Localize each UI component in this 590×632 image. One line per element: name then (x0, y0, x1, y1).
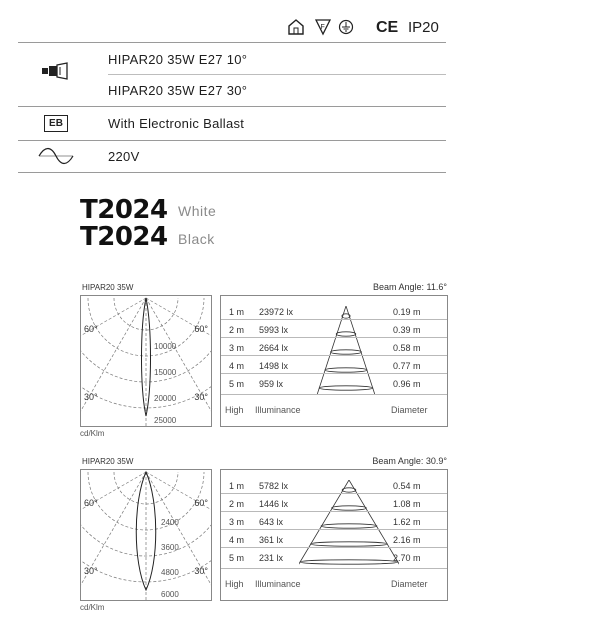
illuminance-cell: 1446 lx (259, 499, 289, 509)
certification-icons (286, 18, 382, 36)
polar-angle-label: 30° (194, 566, 208, 576)
cone-ellipse (321, 524, 377, 528)
distance-cell: 3 m (229, 343, 245, 353)
divider (18, 106, 446, 107)
cone-ellipse (331, 350, 362, 354)
diameter-cell: 0.19 m (393, 307, 421, 317)
row-divider (221, 529, 447, 530)
beam-angle-label: Beam Angle: 11.6° (373, 282, 447, 292)
row-divider (221, 394, 447, 395)
diameter-cell: 1.08 m (393, 499, 421, 509)
cone-ellipse (336, 332, 356, 336)
illuminance-cell: 1498 lx (259, 361, 289, 371)
diameter-cell: 0.58 m (393, 343, 421, 353)
lamp-spec-10deg: HIPAR20 35W E27 10° (108, 52, 248, 67)
distance-cell: 4 m (229, 535, 245, 545)
cone-ellipse (342, 488, 356, 492)
cone-ellipse (300, 560, 398, 564)
polar-ring-label: 10000 (154, 342, 177, 351)
photometric-lamp-label: HIPAR20 35W (82, 283, 134, 292)
distance-cell: 5 m (229, 553, 245, 563)
distance-cell: 1 m (229, 481, 245, 491)
divider (18, 42, 446, 43)
illuminance-table (220, 469, 448, 601)
unit-label: cd/Klm (80, 429, 105, 438)
illuminance-table (220, 295, 448, 427)
illuminance-cell: 5993 lx (259, 325, 289, 335)
product-color: Black (178, 231, 215, 247)
polar-ring-label: 4800 (161, 568, 179, 577)
ballast-spec: With Electronic Ballast (108, 116, 245, 131)
polar-ring-label: 20000 (154, 394, 177, 403)
distance-cell: 4 m (229, 361, 245, 371)
eb-badge: EB (44, 115, 68, 132)
polar-angle-label: 60° (194, 324, 208, 334)
divider (18, 140, 446, 141)
diameter-cell: 2.16 m (393, 535, 421, 545)
illuminance-cell: 959 lx (259, 379, 284, 389)
beam-angle-label: Beam Angle: 30.9° (372, 456, 447, 466)
lamp-icon (40, 62, 72, 80)
illuminance-cell: 23972 lx (259, 307, 294, 317)
ce-mark: CE (376, 19, 399, 36)
distance-cell: 1 m (229, 307, 245, 317)
polar-diagram (80, 295, 212, 427)
product-color: White (178, 203, 217, 219)
diameter-header: Diameter (391, 405, 428, 415)
svg-text:F: F (320, 24, 325, 31)
row-divider (221, 547, 447, 548)
diameter-cell: 0.96 m (393, 379, 421, 389)
distance-cell: 5 m (229, 379, 245, 389)
row-divider (221, 373, 447, 374)
diameter-header: Diameter (391, 579, 428, 589)
row-divider (221, 568, 447, 569)
polar-ring-label: 3600 (161, 543, 179, 552)
photometric-lamp-label: HIPAR20 35W (82, 457, 134, 466)
polar-angle-label: 30° (194, 392, 208, 402)
illuminance-cell: 643 lx (259, 517, 284, 527)
illuminance-cell: 5782 lx (259, 481, 289, 491)
divider (18, 172, 446, 173)
polar-ring-label: 6000 (161, 590, 179, 599)
house-icon (289, 20, 303, 34)
diameter-cell: 0.54 m (393, 481, 421, 491)
diameter-cell: 1.62 m (393, 517, 421, 527)
illuminance-header: Illuminance (255, 579, 301, 589)
diameter-cell: 0.77 m (393, 361, 421, 371)
divider (108, 74, 446, 75)
polar-ring (88, 472, 204, 530)
unit-label: cd/Klm (80, 603, 105, 612)
row-divider (221, 337, 447, 338)
illuminance-header: Illuminance (255, 405, 301, 415)
row-divider (221, 511, 447, 512)
cone-ellipse (319, 386, 373, 390)
cone-ellipse (311, 542, 388, 546)
illuminance-cell: 231 lx (259, 553, 284, 563)
diameter-cell: 2.70 m (393, 553, 421, 563)
polar-ring-label: 2400 (161, 518, 179, 527)
distance-cell: 3 m (229, 517, 245, 527)
cone-ellipse (332, 506, 367, 510)
illuminance-cell: 2664 lx (259, 343, 289, 353)
polar-angle-label: 60° (84, 324, 98, 334)
polar-grid (81, 296, 211, 426)
voltage-spec: 220V (108, 149, 140, 164)
polar-ring-label: 15000 (154, 368, 177, 377)
polar-angle-label: 30° (84, 566, 98, 576)
polar-angle-label: 30° (84, 392, 98, 402)
high-header: High (225, 579, 244, 589)
row-divider (221, 493, 447, 494)
polar-angle-label: 60° (84, 498, 98, 508)
cone-ellipse (325, 368, 367, 372)
diameter-cell: 0.39 m (393, 325, 421, 335)
distance-cell: 2 m (229, 325, 245, 335)
polar-ring-label: 25000 (154, 416, 177, 425)
polar-ring (88, 298, 204, 356)
f-mark-icon (316, 20, 330, 34)
lamp-spec-30deg: HIPAR20 35W E27 30° (108, 83, 248, 98)
row-divider (221, 319, 447, 320)
row-divider (221, 355, 447, 356)
polar-diagram (80, 469, 212, 601)
product-code: T2024 (80, 195, 168, 225)
ground-icon (340, 21, 353, 34)
polar-grid (81, 470, 211, 600)
high-header: High (225, 405, 244, 415)
ac-wave-icon (36, 146, 76, 166)
product-code: T2024 (80, 222, 168, 252)
polar-angle-label: 60° (194, 498, 208, 508)
illuminance-cell: 361 lx (259, 535, 284, 545)
ip-rating: IP20 (408, 19, 439, 36)
distance-cell: 2 m (229, 499, 245, 509)
